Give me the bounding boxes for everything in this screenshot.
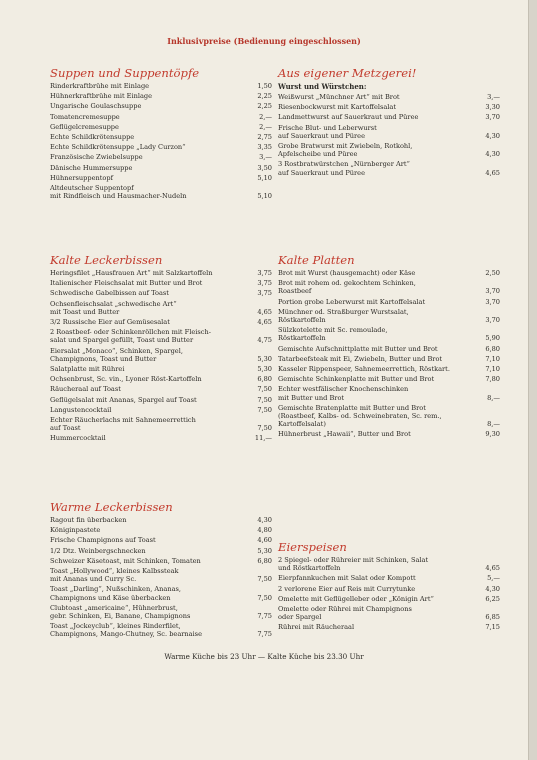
section-warm-delicacies bbox=[50, 500, 272, 641]
menu-item-price: 6,80 bbox=[257, 375, 272, 384]
menu-item bbox=[50, 133, 272, 141]
menu-item-name: Schwedische Gabelbissen auf Toast bbox=[50, 289, 169, 298]
section-title: Suppen und Suppentöpfe bbox=[50, 66, 200, 80]
section-title: Aus eigener Metzgerei! bbox=[278, 66, 417, 80]
menu-item-name: Italienischer Fleischsalat mit Butter und Brot bbox=[50, 279, 203, 288]
menu-item bbox=[50, 143, 272, 151]
menu-item bbox=[50, 396, 272, 404]
menu-item bbox=[278, 124, 500, 140]
menu-item bbox=[50, 567, 272, 583]
menu-item-name: Echte Schildkrötensuppe bbox=[50, 133, 135, 142]
menu-item bbox=[50, 406, 272, 414]
menu-item-price: 7,50 bbox=[257, 385, 272, 394]
menu-item-price: 3,70 bbox=[485, 297, 500, 306]
menu-item bbox=[50, 153, 272, 161]
menu-item bbox=[278, 585, 500, 593]
menu-item-price: 2,50 bbox=[485, 269, 500, 277]
menu-item-price: 3,— bbox=[487, 93, 500, 101]
section-title: Kalte Platten bbox=[278, 253, 355, 267]
menu-item-name: Dänische Hummersuppe bbox=[50, 163, 133, 172]
menu-item-name: Ochsenbrust, Sc. vin., Lyoner Röst-Kartoffeln bbox=[50, 375, 202, 384]
menu-item-price: 2,— bbox=[259, 122, 272, 131]
menu-item bbox=[50, 318, 272, 326]
menu-item bbox=[278, 623, 500, 631]
menu-item-name: Gemischte Schinkenplatte mit Butter und Brot bbox=[278, 375, 435, 384]
menu-item bbox=[278, 355, 500, 363]
menu-item-name: Hühnerbrust „Hawaii“, Butter und Brot bbox=[278, 430, 411, 439]
menu-item-price: 3,— bbox=[259, 153, 272, 162]
menu-item-price: 4,65 bbox=[485, 168, 500, 177]
menu-item-name: Tomatencremesuppe bbox=[50, 112, 120, 121]
menu-item-name: Königinpastete bbox=[50, 526, 101, 535]
menu-item bbox=[278, 556, 500, 572]
menu-item-name: Weißwurst „Münchner Art“ mit Brot bbox=[278, 93, 400, 101]
menu-item-price: 7,80 bbox=[485, 375, 500, 384]
menu-item-price: 4,80 bbox=[257, 526, 272, 535]
menu-item-name: Hühnersuppentopf bbox=[50, 173, 114, 182]
menu-item bbox=[50, 375, 272, 383]
menu-item-name: 2 Spiegel- oder Rühreier mit Schinken, Salat und Röstkartoffeln bbox=[278, 556, 429, 573]
section-soups bbox=[50, 66, 272, 202]
menu-item bbox=[50, 416, 272, 432]
menu-item-price: 4,30 bbox=[485, 131, 500, 140]
menu-item bbox=[50, 82, 272, 90]
menu-item bbox=[278, 279, 500, 295]
menu-item bbox=[50, 536, 272, 544]
menu-item-name: Echte Schildkrötensuppe „Lady Curzon“ bbox=[50, 143, 186, 152]
menu-item-price: 7,50 bbox=[257, 405, 272, 414]
menu-item-price: 8,— bbox=[487, 393, 500, 402]
menu-item-name: Altdeutscher Suppentopf mit Rindfleisch und Hausmacher-Nudeln bbox=[50, 184, 187, 201]
menu-item bbox=[278, 385, 500, 401]
menu-item bbox=[278, 298, 500, 306]
menu-item-price: 5,90 bbox=[485, 334, 500, 343]
menu-item-name: Frische Blut- und Leberwurst auf Sauerkraut und Püree bbox=[278, 123, 377, 140]
menu-item bbox=[50, 300, 272, 316]
menu-item bbox=[278, 308, 500, 324]
menu-item bbox=[50, 113, 272, 121]
menu-item bbox=[278, 595, 500, 603]
menu-item-price: 4,30 bbox=[485, 150, 500, 159]
menu-item-name: Ochsenfleischsalat „schwedische Art“ mit Toast und Butter bbox=[50, 299, 177, 316]
menu-item bbox=[278, 365, 500, 373]
menu-item-name: Hühnerkraftbrühe mit Einlage bbox=[50, 92, 153, 101]
menu-item bbox=[278, 345, 500, 353]
menu-item bbox=[50, 174, 272, 182]
menu-item-price: 3,35 bbox=[257, 143, 272, 152]
menu-item-price: 7,15 bbox=[485, 623, 500, 632]
menu-item-price: 2,75 bbox=[257, 133, 272, 142]
menu-item-price: 6,25 bbox=[485, 594, 500, 603]
menu-item-price: 6,80 bbox=[485, 344, 500, 353]
menu-item-price: 5,10 bbox=[257, 173, 272, 182]
menu-item-price: 7,50 bbox=[257, 593, 272, 602]
menu-item-name: Tatarbeefsteak mit Ei, Zwiebeln, Butter und Brot bbox=[278, 354, 443, 363]
menu-item-price: 7,10 bbox=[485, 354, 500, 363]
menu-item-name: Eiersalat „Monaco“, Schinken, Spargel, Champignons, Toast und Butter bbox=[50, 346, 183, 363]
menu-item-name: Rührei mit Räucheraal bbox=[278, 623, 355, 632]
menu-item-price: 5,30 bbox=[257, 546, 272, 555]
menu-item bbox=[278, 404, 500, 429]
menu-item-name: Eierpfannkuchen mit Salat oder Kompott bbox=[278, 574, 416, 583]
menu-item-name: Omelette oder Rührei mit Champignons oder Spargel bbox=[278, 605, 412, 622]
menu-item-price: 3,70 bbox=[485, 287, 500, 296]
menu-item bbox=[50, 526, 272, 534]
menu-item-price: 4,75 bbox=[257, 336, 272, 345]
menu-item-price: 7,10 bbox=[485, 365, 500, 374]
menu-item bbox=[50, 279, 272, 287]
menu-item bbox=[50, 164, 272, 172]
menu-item-price: 3,50 bbox=[257, 163, 272, 172]
menu-item-price: 3,75 bbox=[257, 289, 272, 298]
menu-item-price: 4,65 bbox=[257, 318, 272, 327]
menu-item bbox=[50, 604, 272, 620]
menu-item-name: 2 verlorene Eier auf Reis mit Currytunke bbox=[278, 584, 416, 593]
menu-item-price: 3,70 bbox=[485, 113, 500, 122]
menu-item-price: 3,70 bbox=[485, 316, 500, 325]
menu-item-name: 2 Roastbeef- oder Schinkenröllchen mit Fleisch- salat und Spargel gefüllt, Toast und Butter bbox=[50, 328, 211, 345]
menu-item-name: Echter Räucherlachs mit Sahnemeerrettich auf Toast bbox=[50, 416, 196, 433]
menu-item-price: 4,65 bbox=[485, 564, 500, 573]
menu-item-name: Rinderkraftbrühe mit Einlage bbox=[50, 82, 150, 90]
menu-item-price: 5,— bbox=[487, 574, 500, 583]
menu-item-price: 8,— bbox=[487, 420, 500, 429]
menu-item-name: Brot mit rohem od. gekochtem Schinken, Roastbeef bbox=[278, 279, 416, 296]
section-subtitle: Wurst und Würstchen: bbox=[278, 82, 367, 91]
menu-item-name: Frische Champignons auf Toast bbox=[50, 536, 156, 545]
menu-item-price: 9,30 bbox=[485, 430, 500, 439]
menu-item-name: Ungarische Goulaschsuppe bbox=[50, 102, 142, 111]
menu-item-name: Portion grobe Leberwurst mit Kartoffelsalat bbox=[278, 297, 426, 306]
menu-item-name: Geflügelsalat mit Ananas, Spargel auf Toast bbox=[50, 395, 197, 404]
menu-item-price: 7,75 bbox=[257, 630, 272, 639]
menu-item bbox=[278, 375, 500, 383]
menu-item-name: Hummercocktail bbox=[50, 434, 106, 443]
menu-item bbox=[50, 547, 272, 555]
menu-item-name: Toast „Jockeyclub“, kleines Rinderfilet, Champignons, Mango-Chutney, Sc. bearnaise bbox=[50, 622, 202, 639]
menu-item-name: Schweizer Käsetoast, mit Schinken, Tomaten bbox=[50, 556, 201, 565]
menu-item bbox=[50, 622, 272, 638]
menu-item-name: Landmettwurst auf Sauerkraut und Püree bbox=[278, 113, 419, 122]
kitchen-hours: Warme Küche bis 23 Uhr — Kalte Küche bis 23.30 Uhr bbox=[164, 652, 364, 661]
menu-item bbox=[278, 113, 500, 121]
section-cold-delicacies bbox=[50, 253, 272, 445]
menu-item bbox=[278, 605, 500, 621]
menu-item-name: Salatplatte mit Rührei bbox=[50, 365, 125, 374]
menu-item-price: 6,80 bbox=[257, 556, 272, 565]
menu-item-price: 2,25 bbox=[257, 102, 272, 111]
menu-item bbox=[50, 328, 272, 344]
menu-item bbox=[50, 434, 272, 442]
menu-item-price: 5,30 bbox=[257, 365, 272, 374]
section-title: Warme Leckerbissen bbox=[50, 500, 173, 514]
menu-item bbox=[278, 574, 500, 582]
menu-item-price: 2,— bbox=[259, 112, 272, 121]
menu-item-price: 3,30 bbox=[485, 103, 500, 112]
menu-item bbox=[50, 365, 272, 373]
menu-item bbox=[50, 269, 272, 277]
menu-item-name: Langustencocktail bbox=[50, 405, 112, 414]
menu-item bbox=[50, 289, 272, 297]
menu-item-name: 3/2 Russische Eier auf Gemüsesalat bbox=[50, 318, 170, 327]
menu-item-name: 3 Rostbratwürstchen „Nürnberger Art“ auf Sauerkraut und Püree bbox=[278, 160, 410, 177]
menu-item-price: 3,75 bbox=[257, 269, 272, 277]
menu-item-name: Omelette mit Geflügelleber oder „Königin Art“ bbox=[278, 594, 434, 603]
menu-item bbox=[50, 92, 272, 100]
menu-item-price: 7,75 bbox=[257, 612, 272, 621]
menu-item-name: Echter westfälischer Knochenschinken mit Butter und Brot bbox=[278, 385, 409, 402]
menu-item bbox=[50, 347, 272, 363]
menu-item-name: Geflügelcremesuppe bbox=[50, 122, 119, 131]
menu-item-name: Toast „Darling“, Nußschinken, Ananas, Champignons und Käse überbacken bbox=[50, 585, 181, 602]
menu-item bbox=[50, 184, 272, 200]
section-own-butchery bbox=[278, 66, 500, 179]
menu-item bbox=[50, 123, 272, 131]
menu-item-name: Grobe Bratwurst mit Zwiebeln, Rotkohl, Apfelscheibe und Püree bbox=[278, 142, 413, 159]
menu-item-name: 1/2 Dtz. Weinbergschnecken bbox=[50, 546, 146, 555]
menu-item-name: Heringsfilet „Hausfrauen Art“ mit Salzkartoffeln bbox=[50, 269, 213, 277]
price-note: Inklusivpreise (Bedienung eingeschlossen) bbox=[167, 36, 361, 46]
menu-item bbox=[50, 516, 272, 524]
menu-item-price: 4,30 bbox=[257, 516, 272, 524]
menu-item-price: 7,50 bbox=[257, 575, 272, 584]
menu-item-name: Ragout fin überbacken bbox=[50, 516, 127, 524]
menu-item-price: 4,30 bbox=[485, 584, 500, 593]
menu-item bbox=[278, 93, 500, 101]
menu-item-name: Gemischte Aufschnittplatte mit Butter und Brot bbox=[278, 344, 438, 353]
menu-item-name: Sülzkotelette mit Sc. remoulade, Röstkartoffeln bbox=[278, 326, 388, 343]
menu-item-name: Gemischte Bratenplatte mit Butter und Brot (Roastbeef, Kalbs- od. Schweinebraten, Sc. rem., Kartoffelsalat) bbox=[278, 403, 442, 429]
menu-item-price: 2,25 bbox=[257, 92, 272, 101]
menu-item bbox=[278, 103, 500, 111]
menu-item bbox=[278, 269, 500, 277]
menu-item-name: Brot mit Wurst (hausgemacht) oder Käse bbox=[278, 269, 416, 277]
menu-item bbox=[50, 585, 272, 601]
menu-item-price: 1,50 bbox=[257, 82, 272, 90]
menu-item-price: 3,75 bbox=[257, 279, 272, 288]
menu-item-price: 11,— bbox=[254, 434, 272, 443]
menu-item bbox=[50, 102, 272, 110]
menu-item bbox=[278, 430, 500, 438]
menu-item bbox=[50, 385, 272, 393]
menu-item-price: 7,50 bbox=[257, 424, 272, 433]
menu-item-price: 5,30 bbox=[257, 354, 272, 363]
menu-item-name: Toast „Hollywood“, kleines Kalbssteak mit Ananas und Curry Sc. bbox=[50, 567, 179, 584]
menu-item bbox=[278, 326, 500, 342]
menu-item bbox=[50, 557, 272, 565]
section-title: Eierspeisen bbox=[278, 540, 347, 554]
menu-item-price: 4,60 bbox=[257, 536, 272, 545]
menu-item-name: Riesenbockwurst mit Kartoffelsalat bbox=[278, 103, 396, 112]
menu-item-price: 4,65 bbox=[257, 307, 272, 316]
menu-item-price: 7,50 bbox=[257, 395, 272, 404]
menu-item-price: 5,10 bbox=[257, 192, 272, 201]
menu-item-name: Münchner od. Straßburger Wurstsalat, Röstkartoffeln bbox=[278, 307, 409, 325]
menu-item-name: Französische Zwiebelsuppe bbox=[50, 153, 143, 162]
page-edge bbox=[528, 0, 537, 760]
section-title: Kalte Leckerbissen bbox=[50, 253, 163, 267]
menu-item-name: Kasseler Rippenspeer, Sahnemeerrettich, Röstkart. bbox=[278, 365, 450, 374]
section-egg-dishes bbox=[278, 540, 500, 634]
menu-item-name: Räucheraal auf Toast bbox=[50, 385, 121, 394]
menu-item-price: 6,85 bbox=[485, 613, 500, 622]
menu-item bbox=[278, 160, 500, 176]
menu-item-name: Clubtoast „americaine“, Hühnerbrust, gebr. Schinken, Ei, Banane, Champignons bbox=[50, 603, 191, 621]
menu-item bbox=[278, 142, 500, 158]
section-cold-platters bbox=[278, 253, 500, 441]
